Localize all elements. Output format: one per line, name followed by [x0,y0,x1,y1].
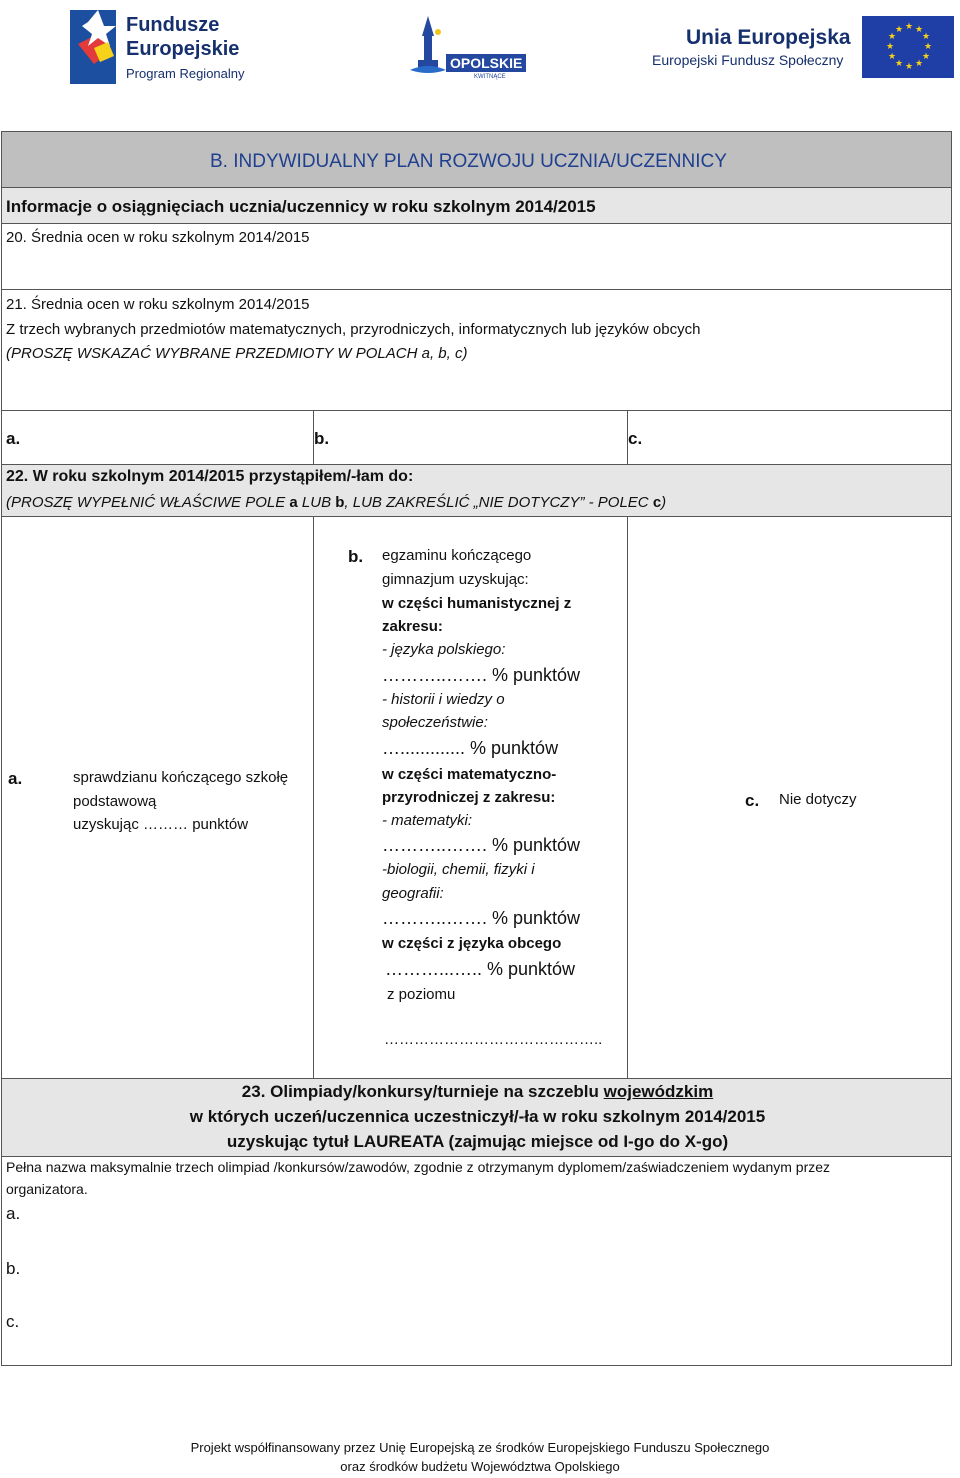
q22-instruction [6,494,666,511]
q23-line2: w których uczeń/uczennica uczestniczył/-ła w roku szkolnym 2014/2015 [189,1107,766,1126]
q22-instr-2: LUB [297,494,336,511]
unia-europejska-logo [648,14,954,84]
fundusze-europejskie-logo [68,4,278,86]
q22-instr-3: , LUB ZAKREŚLIĆ „NIE DOTYCZY” - POLEC [344,494,653,511]
q21-line2: Z trzech wybranych przedmiotów matematycznych, przyrodniczych, informatycznych lub języków obcych [6,321,701,338]
footer-line1: Projekt współfinansowany przez Unię Europejską ze środków Europejskiego Funduszu Społecznego [190,1440,770,1455]
info-heading: Informacje o osiągnięciach ucznia/uczennicy w roku szkolnym 2014/2015 [6,197,596,216]
subject-field-a-label: a. [6,429,21,448]
q23-desc-line2: organizatora. [6,1181,88,1197]
exam-b-l6: ………..……. % punktów [382,665,581,685]
svg-text:★: ★ [895,25,904,35]
exam-b-l5: - języka polskiego: [382,641,506,658]
footer-line2: oraz środków budżetu Województwa Opolskiego [340,1459,620,1474]
q22-instr-b: b [335,494,345,511]
ue-logo-line1: Unia Europejska [686,26,851,49]
svg-text:★: ★ [915,25,924,35]
fe-logo-icon [68,4,118,86]
q23-header-row [1,1078,952,1157]
q23-line1 [2,1082,953,1102]
olympiad-field-c[interactable]: c. [6,1312,20,1331]
svg-text:★: ★ [924,42,933,52]
q20-row [1,223,952,290]
exam-b-l14: -biologii, chemii, fizyki i [382,861,535,878]
exam-option-c[interactable] [627,516,952,1079]
eu-flag-icon [862,16,954,78]
subject-field-c[interactable] [627,410,952,465]
q21-row [1,289,952,411]
fe-logo-line2: Europejskie [126,38,240,60]
opolskie-name: OPOLSKIE [446,54,526,72]
exam-b-l18: ………...….. % punktów [385,959,576,979]
exam-b-l17: w części z języka obcego [382,935,562,952]
ue-logo-line2: Europejski Fundusz Społeczny [652,52,844,68]
exam-option-b[interactable] [313,516,628,1079]
svg-text:★: ★ [895,59,904,69]
exam-a-line2: podstawową [73,793,157,810]
svg-text:★: ★ [905,62,914,72]
fe-logo-line1: Fundusze [126,14,220,36]
exam-b-l7: - historii i wiedzy o [382,691,505,708]
svg-text:★: ★ [915,59,924,69]
opolskie-tagline: KWITNĄCE [474,74,506,80]
olympiad-field-a[interactable]: a. [6,1204,21,1223]
q21-line3: (PROSZĘ WSKAZAĆ WYBRANE PRZEDMIOTY W POLACH a, b, c) [6,345,468,362]
exam-b-l1: egzaminu kończącego [382,547,532,564]
section-b-title-row [1,131,952,188]
svg-text:★: ★ [888,32,897,42]
exam-b-l10: w części matematyczno- [382,766,557,783]
exam-b-marker: b. [348,547,364,566]
q21-line1: 21. Średnia ocen w roku szkolnym 2014/2015 [6,296,310,313]
exam-b-l12: - matematyki: [382,812,473,829]
exam-b-l16: ………..……. % punktów [382,908,581,928]
q20-label: 20. Średnia ocen w roku szkolnym 2014/2015 [6,229,310,246]
olympiad-field-b[interactable]: b. [6,1259,21,1278]
q23-entries [1,1156,952,1366]
exam-b-l9: …............. % punktów [382,738,559,758]
subject-field-b-label: b. [314,429,330,448]
svg-text:★: ★ [905,22,914,32]
section-b-title: B. INDYWIDUALNY PLAN ROZWOJU UCZNIA/UCZENNICY [210,151,727,172]
exam-b-l13: ………..……. % punktów [382,835,581,855]
exam-b-l15: geografii: [382,885,444,902]
q22-instr-a: a [289,494,298,511]
q22-instr-4: ) [661,494,667,511]
exam-a-line1: sprawdzianu kończącego szkołę [73,769,289,786]
q22-title: 22. W roku szkolnym 2014/2015 przystąpiłem/-łam do: [6,468,414,485]
q22-instr-c: c [652,494,662,511]
q22-instr-1: (PROSZĘ WYPEŁNIĆ WŁAŚCIWE POLE [6,494,290,511]
exam-c-label: Nie dotyczy [779,791,857,808]
exam-c-marker: c. [745,791,760,810]
exam-a-line3: uzyskując ……… punktów [73,816,249,833]
exam-b-l4: zakresu: [382,618,443,635]
opolskie-logo [408,16,528,82]
q23-line1-underlined: wojewódzkim [603,1082,714,1101]
q23-line1-pre: 23. Olimpiady/konkursy/turnieje na szczeblu [241,1082,604,1101]
svg-text:★: ★ [922,52,931,62]
exam-b-l8: społeczeństwie: [382,714,488,731]
exam-b-l19: z poziomu [387,986,456,1003]
exam-a-marker: a. [8,769,23,788]
info-heading-row [1,187,952,224]
exam-b-l3: w części humanistycznej z [382,595,572,612]
q23-desc-line1: Pełna nazwa maksymalnie trzech olimpiad /konkursów/zawodów, zgodnie z otrzymanym dyplomem/zaświadczeniem wydanym przez [6,1159,831,1175]
subject-field-a[interactable] [1,410,314,465]
exam-option-a[interactable] [1,516,314,1079]
svg-text:★: ★ [922,32,931,42]
subject-field-c-label: c. [628,429,643,448]
q23-line3: uzyskując tytuł LAUREATA (zajmując miejsce od I-go do X-go) [226,1132,729,1151]
exam-b-l20: …………………………………….. [384,1031,603,1048]
exam-b-l2: gimnazjum uzyskując: [382,571,529,588]
svg-text:★: ★ [886,42,895,52]
q22-header-row [1,464,952,517]
opolskie-tower-icon [408,16,448,78]
exam-b-l11: przyrodniczej z zakresu: [382,789,556,806]
svg-text:★: ★ [888,52,897,62]
fe-logo-line3: Program Regionalny [126,66,245,81]
subject-field-b[interactable] [313,410,628,465]
